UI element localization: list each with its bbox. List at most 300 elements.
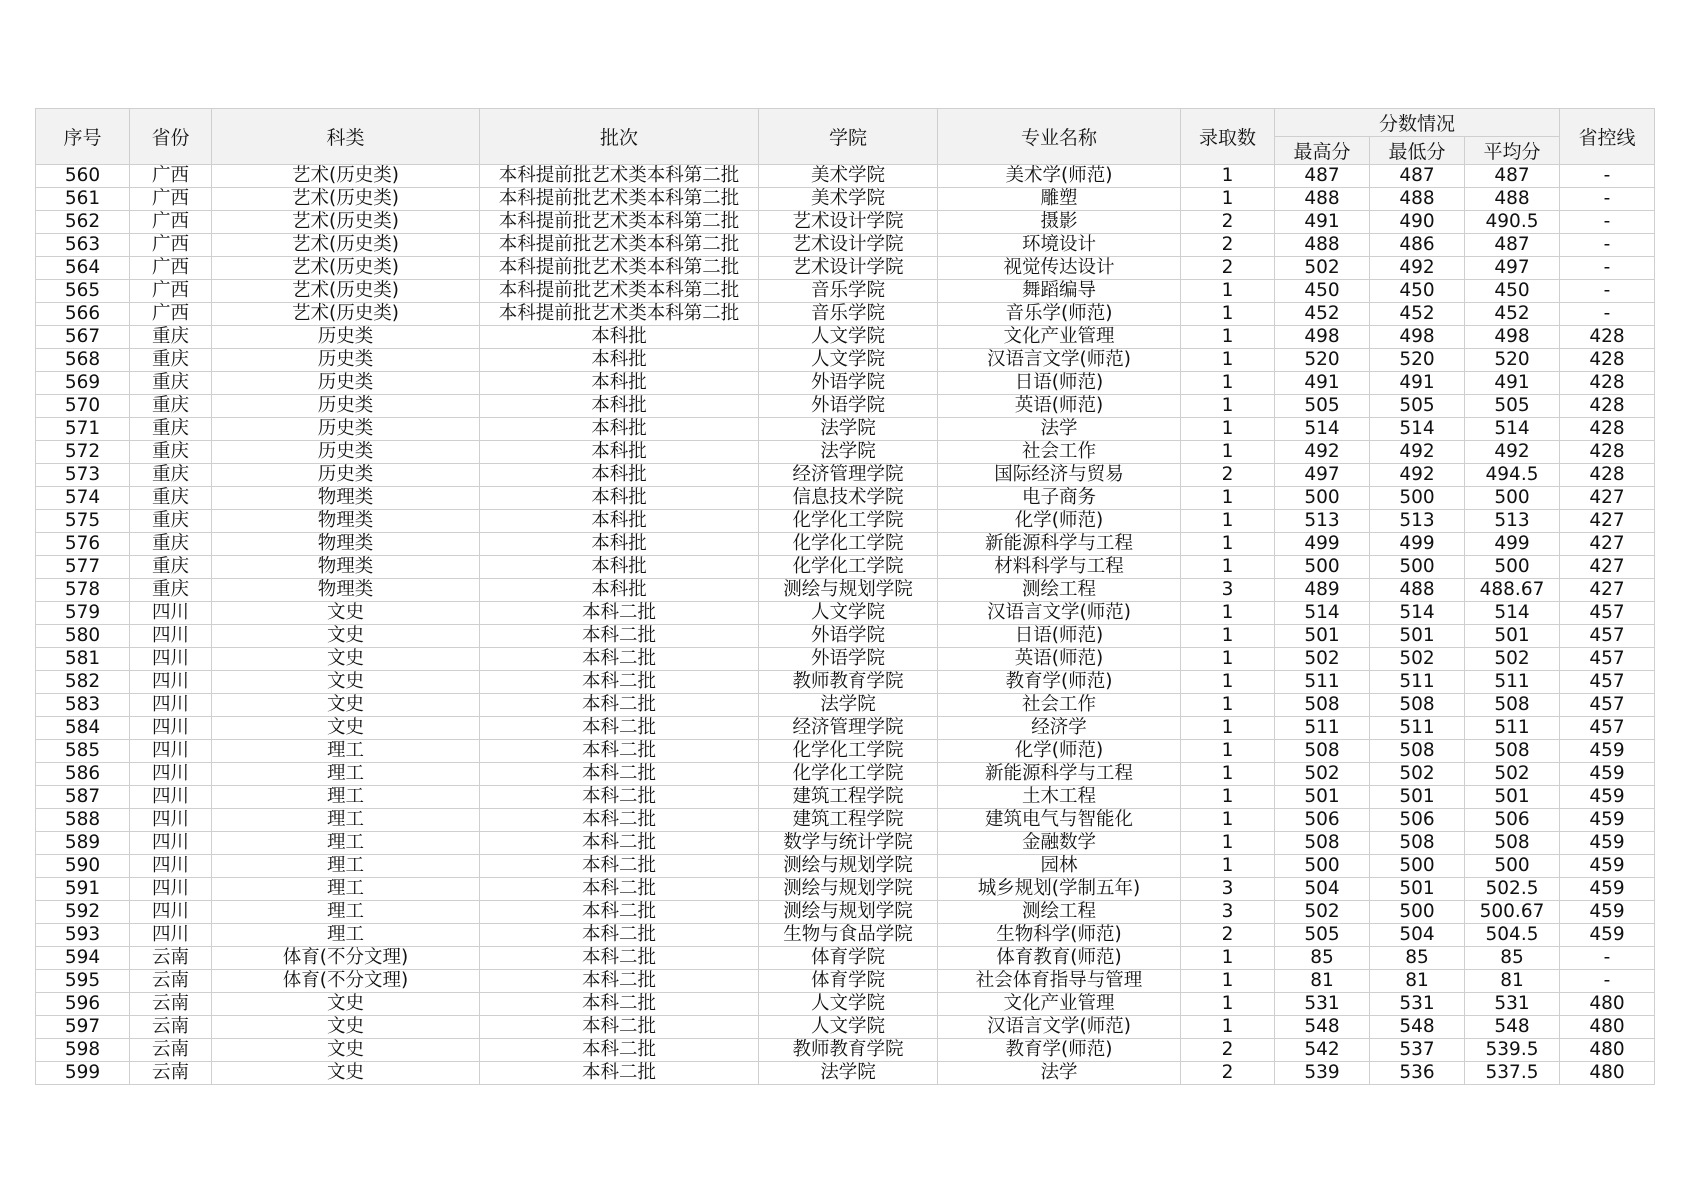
province-cell: 广西 [130, 211, 212, 234]
table-row [36, 188, 1655, 211]
header-max-score: 最高分 [1275, 137, 1370, 165]
table-row [36, 993, 1655, 1016]
province-cell: 重庆 [130, 464, 212, 487]
seq-cell: 571 [36, 418, 130, 441]
batch-cell: 本科二批 [480, 855, 759, 878]
admitted-cell: 1 [1181, 832, 1275, 855]
seq-cell: 561 [36, 188, 130, 211]
max-score-cell: 502 [1275, 257, 1370, 280]
avg-score-cell: 502 [1465, 763, 1560, 786]
control-line-cell: 459 [1560, 924, 1655, 947]
max-score-cell: 85 [1275, 947, 1370, 970]
college-cell: 外语学院 [759, 625, 938, 648]
max-score-cell: 539 [1275, 1062, 1370, 1085]
control-line-cell: 457 [1560, 602, 1655, 625]
table-row [36, 1039, 1655, 1062]
admitted-cell: 1 [1181, 970, 1275, 993]
avg-score-cell: 508 [1465, 694, 1560, 717]
min-score-cell: 488 [1370, 188, 1465, 211]
college-cell: 人文学院 [759, 349, 938, 372]
seq-cell: 575 [36, 510, 130, 533]
min-score-cell: 498 [1370, 326, 1465, 349]
avg-score-cell: 508 [1465, 740, 1560, 763]
table-row [36, 786, 1655, 809]
header-admitted: 录取数 [1181, 109, 1275, 165]
category-cell: 理工 [212, 740, 480, 763]
major-cell: 美术学(师范) [938, 165, 1181, 188]
min-score-cell: 501 [1370, 625, 1465, 648]
admitted-cell: 1 [1181, 372, 1275, 395]
category-cell: 理工 [212, 901, 480, 924]
category-cell: 艺术(历史类) [212, 165, 480, 188]
province-cell: 四川 [130, 648, 212, 671]
avg-score-cell: 488.67 [1465, 579, 1560, 602]
province-cell: 四川 [130, 786, 212, 809]
avg-score-cell: 500.67 [1465, 901, 1560, 924]
batch-cell: 本科二批 [480, 901, 759, 924]
province-cell: 广西 [130, 280, 212, 303]
control-line-cell: - [1560, 280, 1655, 303]
province-cell: 广西 [130, 257, 212, 280]
min-score-cell: 508 [1370, 832, 1465, 855]
major-cell: 法学 [938, 418, 1181, 441]
major-cell: 法学 [938, 1062, 1181, 1085]
max-score-cell: 511 [1275, 671, 1370, 694]
max-score-cell: 488 [1275, 234, 1370, 257]
province-cell: 云南 [130, 947, 212, 970]
batch-cell: 本科二批 [480, 1039, 759, 1062]
table-row [36, 556, 1655, 579]
category-cell: 文史 [212, 717, 480, 740]
province-cell: 重庆 [130, 441, 212, 464]
seq-cell: 569 [36, 372, 130, 395]
category-cell: 理工 [212, 809, 480, 832]
max-score-cell: 531 [1275, 993, 1370, 1016]
control-line-cell: 459 [1560, 901, 1655, 924]
category-cell: 理工 [212, 763, 480, 786]
table-row [36, 763, 1655, 786]
admitted-cell: 2 [1181, 257, 1275, 280]
control-line-cell: - [1560, 970, 1655, 993]
major-cell: 体育教育(师范) [938, 947, 1181, 970]
seq-cell: 572 [36, 441, 130, 464]
min-score-cell: 505 [1370, 395, 1465, 418]
seq-cell: 597 [36, 1016, 130, 1039]
min-score-cell: 492 [1370, 441, 1465, 464]
province-cell: 重庆 [130, 395, 212, 418]
major-cell: 音乐学(师范) [938, 303, 1181, 326]
admitted-cell: 1 [1181, 1016, 1275, 1039]
major-cell: 新能源科学与工程 [938, 533, 1181, 556]
province-cell: 重庆 [130, 372, 212, 395]
college-cell: 艺术设计学院 [759, 234, 938, 257]
major-cell: 建筑电气与智能化 [938, 809, 1181, 832]
admitted-cell: 1 [1181, 809, 1275, 832]
province-cell: 四川 [130, 625, 212, 648]
province-cell: 四川 [130, 878, 212, 901]
college-cell: 经济管理学院 [759, 717, 938, 740]
max-score-cell: 489 [1275, 579, 1370, 602]
major-cell: 教育学(师范) [938, 671, 1181, 694]
batch-cell: 本科二批 [480, 671, 759, 694]
batch-cell: 本科二批 [480, 993, 759, 1016]
batch-cell: 本科二批 [480, 924, 759, 947]
min-score-cell: 548 [1370, 1016, 1465, 1039]
category-cell: 历史类 [212, 464, 480, 487]
college-cell: 外语学院 [759, 372, 938, 395]
min-score-cell: 531 [1370, 993, 1465, 1016]
admitted-cell: 1 [1181, 441, 1275, 464]
max-score-cell: 487 [1275, 165, 1370, 188]
control-line-cell: 459 [1560, 809, 1655, 832]
major-cell: 测绘工程 [938, 579, 1181, 602]
batch-cell: 本科提前批艺术类本科第二批 [480, 257, 759, 280]
major-cell: 雕塑 [938, 188, 1181, 211]
seq-cell: 593 [36, 924, 130, 947]
batch-cell: 本科二批 [480, 970, 759, 993]
min-score-cell: 500 [1370, 556, 1465, 579]
header-college: 学院 [759, 109, 938, 165]
college-cell: 体育学院 [759, 970, 938, 993]
control-line-cell: 457 [1560, 717, 1655, 740]
major-cell: 社会工作 [938, 694, 1181, 717]
table-row [36, 280, 1655, 303]
max-score-cell: 491 [1275, 211, 1370, 234]
admitted-cell: 1 [1181, 740, 1275, 763]
college-cell: 化学化工学院 [759, 556, 938, 579]
batch-cell: 本科二批 [480, 832, 759, 855]
seq-cell: 576 [36, 533, 130, 556]
min-score-cell: 536 [1370, 1062, 1465, 1085]
admitted-cell: 1 [1181, 326, 1275, 349]
min-score-cell: 492 [1370, 257, 1465, 280]
seq-cell: 581 [36, 648, 130, 671]
batch-cell: 本科二批 [480, 947, 759, 970]
control-line-cell: 480 [1560, 1016, 1655, 1039]
province-cell: 重庆 [130, 326, 212, 349]
avg-score-cell: 487 [1465, 234, 1560, 257]
table-row [36, 257, 1655, 280]
table-row [36, 487, 1655, 510]
max-score-cell: 504 [1275, 878, 1370, 901]
college-cell: 外语学院 [759, 648, 938, 671]
major-cell: 汉语言文学(师范) [938, 1016, 1181, 1039]
min-score-cell: 514 [1370, 602, 1465, 625]
category-cell: 文史 [212, 1062, 480, 1085]
batch-cell: 本科二批 [480, 602, 759, 625]
category-cell: 理工 [212, 855, 480, 878]
batch-cell: 本科二批 [480, 740, 759, 763]
max-score-cell: 508 [1275, 740, 1370, 763]
table-row [36, 901, 1655, 924]
table-row [36, 579, 1655, 602]
batch-cell: 本科批 [480, 579, 759, 602]
seq-cell: 588 [36, 809, 130, 832]
admitted-cell: 1 [1181, 671, 1275, 694]
major-cell: 化学(师范) [938, 740, 1181, 763]
category-cell: 物理类 [212, 579, 480, 602]
max-score-cell: 514 [1275, 602, 1370, 625]
max-score-cell: 500 [1275, 556, 1370, 579]
control-line-cell: 459 [1560, 855, 1655, 878]
min-score-cell: 504 [1370, 924, 1465, 947]
seq-cell: 573 [36, 464, 130, 487]
min-score-cell: 85 [1370, 947, 1465, 970]
min-score-cell: 491 [1370, 372, 1465, 395]
college-cell: 测绘与规划学院 [759, 855, 938, 878]
college-cell: 生物与食品学院 [759, 924, 938, 947]
max-score-cell: 542 [1275, 1039, 1370, 1062]
admitted-cell: 1 [1181, 717, 1275, 740]
college-cell: 教师教育学院 [759, 671, 938, 694]
control-line-cell: 480 [1560, 1039, 1655, 1062]
max-score-cell: 499 [1275, 533, 1370, 556]
table-row [36, 602, 1655, 625]
province-cell: 广西 [130, 188, 212, 211]
category-cell: 理工 [212, 878, 480, 901]
major-cell: 电子商务 [938, 487, 1181, 510]
table-row [36, 717, 1655, 740]
seq-cell: 584 [36, 717, 130, 740]
category-cell: 物理类 [212, 510, 480, 533]
batch-cell: 本科批 [480, 372, 759, 395]
seq-cell: 595 [36, 970, 130, 993]
avg-score-cell: 85 [1465, 947, 1560, 970]
province-cell: 重庆 [130, 579, 212, 602]
major-cell: 生物科学(师范) [938, 924, 1181, 947]
control-line-cell: - [1560, 303, 1655, 326]
category-cell: 文史 [212, 993, 480, 1016]
college-cell: 艺术设计学院 [759, 211, 938, 234]
admitted-cell: 1 [1181, 556, 1275, 579]
table-row [36, 533, 1655, 556]
admitted-cell: 1 [1181, 280, 1275, 303]
category-cell: 历史类 [212, 349, 480, 372]
admitted-cell: 2 [1181, 234, 1275, 257]
seq-cell: 592 [36, 901, 130, 924]
avg-score-cell: 531 [1465, 993, 1560, 1016]
min-score-cell: 450 [1370, 280, 1465, 303]
major-cell: 英语(师范) [938, 648, 1181, 671]
category-cell: 理工 [212, 924, 480, 947]
seq-cell: 578 [36, 579, 130, 602]
college-cell: 数学与统计学院 [759, 832, 938, 855]
min-score-cell: 486 [1370, 234, 1465, 257]
control-line-cell: 459 [1560, 878, 1655, 901]
min-score-cell: 499 [1370, 533, 1465, 556]
college-cell: 美术学院 [759, 165, 938, 188]
avg-score-cell: 502 [1465, 648, 1560, 671]
max-score-cell: 505 [1275, 924, 1370, 947]
category-cell: 文史 [212, 1039, 480, 1062]
min-score-cell: 501 [1370, 878, 1465, 901]
admitted-cell: 2 [1181, 464, 1275, 487]
seq-cell: 585 [36, 740, 130, 763]
college-cell: 教师教育学院 [759, 1039, 938, 1062]
seq-cell: 565 [36, 280, 130, 303]
control-line-cell: 457 [1560, 671, 1655, 694]
table-row [36, 464, 1655, 487]
province-cell: 四川 [130, 740, 212, 763]
major-cell: 国际经济与贸易 [938, 464, 1181, 487]
table-row [36, 1016, 1655, 1039]
control-line-cell: 428 [1560, 441, 1655, 464]
control-line-cell: 428 [1560, 349, 1655, 372]
province-cell: 四川 [130, 671, 212, 694]
category-cell: 文史 [212, 694, 480, 717]
control-line-cell: 427 [1560, 487, 1655, 510]
min-score-cell: 81 [1370, 970, 1465, 993]
avg-score-cell: 511 [1465, 717, 1560, 740]
province-cell: 云南 [130, 1062, 212, 1085]
major-cell: 土木工程 [938, 786, 1181, 809]
avg-score-cell: 539.5 [1465, 1039, 1560, 1062]
seq-cell: 566 [36, 303, 130, 326]
category-cell: 物理类 [212, 487, 480, 510]
college-cell: 测绘与规划学院 [759, 901, 938, 924]
batch-cell: 本科批 [480, 349, 759, 372]
table-body [36, 165, 1655, 1085]
max-score-cell: 497 [1275, 464, 1370, 487]
batch-cell: 本科批 [480, 464, 759, 487]
category-cell: 艺术(历史类) [212, 234, 480, 257]
control-line-cell: 427 [1560, 533, 1655, 556]
admitted-cell: 1 [1181, 165, 1275, 188]
min-score-cell: 508 [1370, 694, 1465, 717]
major-cell: 金融数学 [938, 832, 1181, 855]
table-row [36, 740, 1655, 763]
major-cell: 汉语言文学(师范) [938, 602, 1181, 625]
province-cell: 四川 [130, 901, 212, 924]
max-score-cell: 502 [1275, 901, 1370, 924]
category-cell: 历史类 [212, 418, 480, 441]
admitted-cell: 1 [1181, 510, 1275, 533]
table-row [36, 625, 1655, 648]
province-cell: 四川 [130, 809, 212, 832]
major-cell: 社会工作 [938, 441, 1181, 464]
table-row [36, 1062, 1655, 1085]
max-score-cell: 508 [1275, 694, 1370, 717]
max-score-cell: 492 [1275, 441, 1370, 464]
province-cell: 云南 [130, 1016, 212, 1039]
control-line-cell: 480 [1560, 993, 1655, 1016]
min-score-cell: 488 [1370, 579, 1465, 602]
min-score-cell: 513 [1370, 510, 1465, 533]
max-score-cell: 502 [1275, 763, 1370, 786]
avg-score-cell: 81 [1465, 970, 1560, 993]
category-cell: 文史 [212, 1016, 480, 1039]
batch-cell: 本科批 [480, 556, 759, 579]
table-row [36, 694, 1655, 717]
major-cell: 视觉传达设计 [938, 257, 1181, 280]
category-cell: 体育(不分文理) [212, 947, 480, 970]
avg-score-cell: 499 [1465, 533, 1560, 556]
admitted-cell: 1 [1181, 786, 1275, 809]
table-header [36, 109, 1655, 165]
control-line-cell: - [1560, 165, 1655, 188]
admitted-cell: 1 [1181, 349, 1275, 372]
max-score-cell: 500 [1275, 855, 1370, 878]
seq-cell: 564 [36, 257, 130, 280]
category-cell: 历史类 [212, 326, 480, 349]
college-cell: 测绘与规划学院 [759, 878, 938, 901]
avg-score-cell: 537.5 [1465, 1062, 1560, 1085]
min-score-cell: 511 [1370, 671, 1465, 694]
avg-score-cell: 494.5 [1465, 464, 1560, 487]
major-cell: 经济学 [938, 717, 1181, 740]
college-cell: 建筑工程学院 [759, 786, 938, 809]
province-cell: 重庆 [130, 510, 212, 533]
header-province: 省份 [130, 109, 212, 165]
table-row [36, 510, 1655, 533]
min-score-cell: 500 [1370, 487, 1465, 510]
province-cell: 重庆 [130, 533, 212, 556]
province-cell: 重庆 [130, 487, 212, 510]
min-score-cell: 511 [1370, 717, 1465, 740]
seq-cell: 567 [36, 326, 130, 349]
admitted-cell: 1 [1181, 947, 1275, 970]
province-cell: 四川 [130, 855, 212, 878]
seq-cell: 577 [36, 556, 130, 579]
avg-score-cell: 452 [1465, 303, 1560, 326]
max-score-cell: 491 [1275, 372, 1370, 395]
max-score-cell: 502 [1275, 648, 1370, 671]
category-cell: 历史类 [212, 372, 480, 395]
college-cell: 化学化工学院 [759, 763, 938, 786]
category-cell: 物理类 [212, 556, 480, 579]
control-line-cell: 459 [1560, 832, 1655, 855]
admitted-cell: 1 [1181, 418, 1275, 441]
admitted-cell: 3 [1181, 579, 1275, 602]
header-min-score: 最低分 [1370, 137, 1465, 165]
table-row [36, 970, 1655, 993]
table-row [36, 349, 1655, 372]
admitted-cell: 1 [1181, 855, 1275, 878]
control-line-cell: 428 [1560, 372, 1655, 395]
admitted-cell: 1 [1181, 648, 1275, 671]
min-score-cell: 487 [1370, 165, 1465, 188]
max-score-cell: 501 [1275, 625, 1370, 648]
category-cell: 艺术(历史类) [212, 303, 480, 326]
min-score-cell: 514 [1370, 418, 1465, 441]
college-cell: 外语学院 [759, 395, 938, 418]
seq-cell: 590 [36, 855, 130, 878]
table-row [36, 855, 1655, 878]
college-cell: 信息技术学院 [759, 487, 938, 510]
college-cell: 化学化工学院 [759, 740, 938, 763]
avg-score-cell: 502.5 [1465, 878, 1560, 901]
table-row [36, 372, 1655, 395]
category-cell: 历史类 [212, 441, 480, 464]
college-cell: 人文学院 [759, 602, 938, 625]
batch-cell: 本科批 [480, 533, 759, 556]
province-cell: 四川 [130, 763, 212, 786]
control-line-cell: 428 [1560, 395, 1655, 418]
province-cell: 云南 [130, 1039, 212, 1062]
avg-score-cell: 500 [1465, 855, 1560, 878]
max-score-cell: 514 [1275, 418, 1370, 441]
avg-score-cell: 508 [1465, 832, 1560, 855]
major-cell: 城乡规划(学制五年) [938, 878, 1181, 901]
control-line-cell: 427 [1560, 579, 1655, 602]
max-score-cell: 505 [1275, 395, 1370, 418]
category-cell: 物理类 [212, 533, 480, 556]
avg-score-cell: 501 [1465, 786, 1560, 809]
category-cell: 文史 [212, 648, 480, 671]
table-row [36, 165, 1655, 188]
batch-cell: 本科批 [480, 418, 759, 441]
college-cell: 化学化工学院 [759, 510, 938, 533]
